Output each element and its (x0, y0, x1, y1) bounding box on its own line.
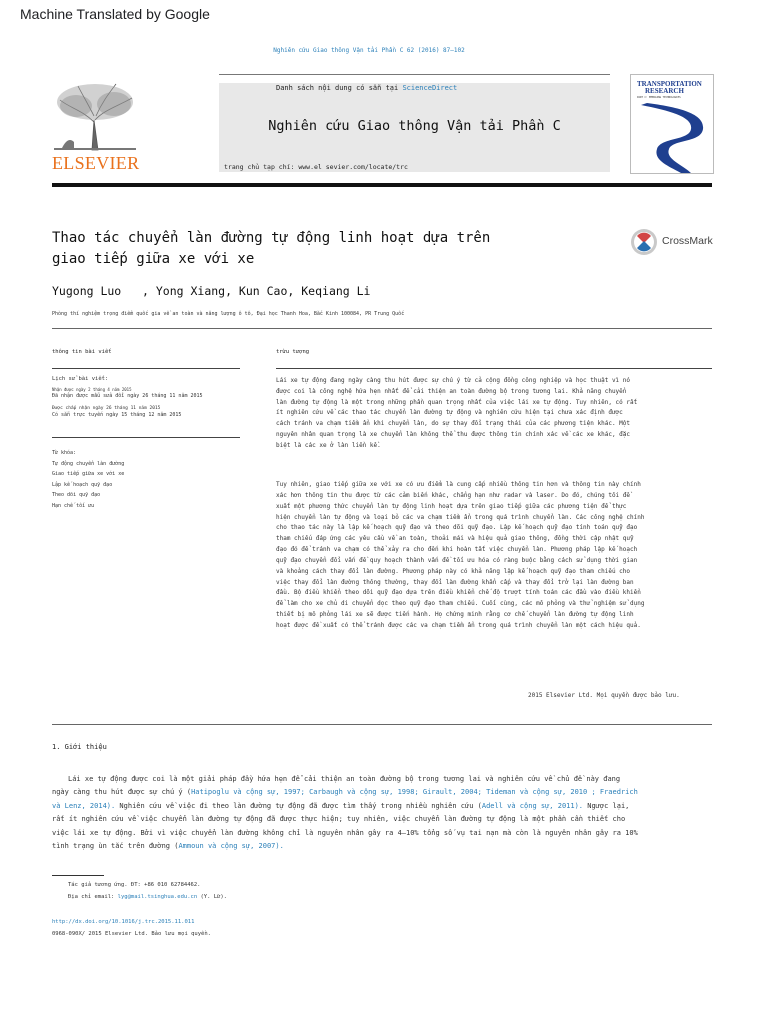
citation-link[interactable]: Adell và cộng sự, 2011). (481, 801, 584, 810)
abstract-line: được coi là công nghệ hứa hẹn nhất để cải thiện an toàn đường bộ trong tương lai. Khả năng chuyển (276, 387, 627, 395)
citation-link[interactable]: Hatipoglu và cộng sự, 1997; Carbaugh và cộng sự, 1998; Girault, 2004; Tideman và cộng sự, 2010 ; Fraedrich (191, 788, 638, 797)
journal-reference[interactable]: Nghiên cứu Giao thông Vận tải Phần C 62 (2016) 87–102 (273, 47, 465, 54)
cover-part: PART C: EMERGING TECHNOLOGIES (637, 96, 681, 99)
doi-link[interactable]: http://dx.doi.org/10.1016/j.trc.2015.11.011 (52, 919, 195, 925)
crossmark-label: CrossMark (662, 235, 713, 247)
history-received: Nhận được ngày 2 tháng 4 năm 2015 (52, 386, 132, 392)
affiliation: Phòng thí nghiệm trọng điểm quốc gia về an toàn và năng lượng ô tô, Đại học Thanh Hoa, Bắc Kinh 100084, PR Trung Quốc (52, 311, 405, 317)
title-line-1: Thao tác chuyển làn đường tự động linh hoạt dựa trên (52, 230, 491, 246)
abstract-line: ít nghiên cứu về các thao tác chuyển làn đường tự động và nghiên cứu hiện tại chưa xác định được (276, 409, 623, 417)
abstract-line: để làm cho xe chủ di chuyển dọc theo quỹ đạo tham chiếu. Cuối cùng, các mô phỏng và thử nghiệm sử dụng (276, 600, 645, 608)
affiliation-rule (52, 328, 712, 329)
footnote-separator (52, 875, 104, 876)
abstract-line: việc thay đổi làn đường thông thường, thay đổi làn đường khẩn cấp và thay đổi trở lại làn đường ban (276, 578, 634, 586)
abstract-line: cho thao tác này là lập kế hoạch quỹ đạo và theo dõi quỹ đạo. Lập kế hoạch quỹ đạo tính toán quỹ đạo (276, 524, 638, 532)
footnote-email: Địa chỉ email: lyg@mail.tsinghua.edu.cn (Y. Lữ). (68, 894, 227, 900)
machine-translated-banner: Machine Translated by Google (20, 6, 210, 22)
intro-line: và Lenz, 2014). Nghiên cứu về việc đi theo làn đường tự động đã được tìm thấy trong nhiều nghiên cứu (Adell và cộng sự, 2011). Ngược lại, (52, 801, 630, 810)
email-link[interactable]: lyg@mail.tsinghua.edu.cn (117, 894, 198, 900)
crossmark-badge[interactable] (630, 228, 712, 256)
intro-paragraph (52, 773, 716, 853)
article-title (52, 228, 490, 270)
history-accepted: Được chấp nhận ngày 26 tháng 11 năm 2015 (52, 405, 161, 411)
abstract-paragraph-2 (276, 480, 716, 632)
journal-title: Nghiên cứu Giao thông Vận tải Phần C (268, 118, 561, 134)
elsevier-logo (52, 80, 138, 174)
keyword-item: Hạn chế tối ưu (52, 502, 95, 509)
intro-line: việc lái xe tự động. Bởi vì việc chuyển làn đường không chỉ là nguyên nhân gây ra 4–10% tổng số vụ tai nạn mà còn là nguyên nhân gây ra 10% (52, 828, 638, 837)
cover-title-2: RESEARCH (645, 87, 684, 95)
abstract-line: làn đường tự động là một trong những phần quan trọng nhất của việc lái xe tự động. Tuy nhiên, có rất (276, 398, 638, 406)
footnote-corresponding: Tác giả tương ứng. ĐT: +86 010 62784462. (68, 882, 201, 888)
abstract-line: Tuy nhiên, giao tiếp giữa xe với xe có ưu điểm là cung cấp nhiều thông tin hơn và thông tin này chính (276, 481, 641, 488)
keyword-item: Lập kế hoạch quỹ đạo (52, 481, 113, 488)
article-info-heading: thông tin bài viết (52, 349, 112, 355)
abstract-line: hiện chuyển làn tự động và loại bỏ các va chạm tiềm ẩn trong quá trình chuyển làn. Các công nghệ chính (276, 513, 645, 521)
authors: Yugong Luo , Yong Xiang, Kun Cao, Keqiang Li (52, 284, 371, 298)
abstract-line: đầu. Bộ điều khiển theo dõi quỹ đạo dựa trên điều khiển chế độ trượt tính toán các đầu vào điều khiển (276, 589, 641, 597)
abstract-line: quỹ đạo chuyển đổi vấn đề quy hoạch thành vấn đề tối ưu hóa có ràng buộc bằng cách sử dụng thời gian (276, 556, 638, 564)
abstract-line: xuất một phương thức chuyển làn tự động linh hoạt dựa trên giao tiếp giữa các phương tiện để thực (276, 502, 627, 510)
article-history (52, 376, 242, 420)
keywords (52, 448, 242, 511)
footer-copyright: 0968-090X/ 2015 Elsevier Ltd. Bảo lưu mọi quyền. (52, 931, 211, 937)
citation-link[interactable]: Ammoun và cộng sự, 2007). (178, 842, 284, 851)
elsevier-tree-icon (52, 80, 138, 154)
cover-title-1: TRANSPORTATION (637, 80, 702, 88)
abstract-line: đạo đó để tránh va chạm có thể xảy ra cho đến khi hoàn tất việc chuyển làn. Phương pháp lập kế hoạch (276, 546, 638, 554)
abstract-line: nguyên nhân quan trọng là xe chuyển làn không thể thu được thông tin chính xác về các xe khác, đặc (276, 430, 631, 438)
abstract-line: và khoảng cách thay đổi làn đường. Phương pháp này có khả năng lập kế hoạch quỹ đạo tham chiếu cho (276, 567, 631, 575)
header-thick-rule (52, 183, 712, 187)
abstract-rule (276, 368, 712, 369)
abstract-line: xác hơn thông tin thu được từ các cảm biến khác, chẳng hạn như radar và laser. Do đó, chúng tôi đề (276, 491, 631, 499)
intro-line: rất ít nghiên cứu về việc chuyển làn đường tự động đã được thực hiện; tuy nhiên, việc chuyển làn đường tự động là một phần cần thiết cho (52, 815, 626, 824)
abstract-copyright: 2015 Elsevier Ltd. Mọi quyền được bảo lưu. (528, 692, 680, 699)
title-line-2: giao tiếp giữa xe với xe (52, 251, 255, 267)
abstract-line: biệt là các xe ở làn liền kề. (276, 441, 381, 449)
intro-line: ngày càng thu hút được sự chú ý (Hatipoglu và cộng sự, 1997; Carbaugh và cộng sự, 1998; Girault, 2004; Tideman và cộng sự, 2010 ; Fraedrich (52, 788, 638, 797)
contents-available-line: Danh sách nội dung có sẵn tại ScienceDirect (276, 84, 458, 92)
cover-road-graphic (631, 101, 713, 173)
article-info-rule (52, 368, 240, 369)
keyword-item: Tự động chuyển làn đường (52, 460, 125, 467)
journal-homepage[interactable]: trang chủ tạp chí: www.el sevier.com/locate/trc (224, 163, 408, 171)
sciencedirect-link[interactable]: ScienceDirect (402, 84, 458, 92)
abstract-heading: trừu tượng (276, 349, 310, 355)
abstract-line: hoạt được đề xuất có thể tránh được các va chạm tiềm ẩn trong quá trình chuyển làn một cách hiệu quả. (276, 621, 641, 629)
keyword-item: Giao tiếp giữa xe với xe (52, 471, 125, 477)
history-revised: Đã nhận được mẫu sửa đổi ngày 26 tháng 11 năm 2015 (52, 393, 203, 400)
abstract-line: thiết bị mô phỏng lái xe sẽ được tiến hành. Họ chứng minh rằng cơ chế chuyển làn đường tự động linh (276, 611, 634, 619)
abstract-line: Lái xe tự động đang ngày càng thu hút được sự chú ý từ cả cộng đồng công nghiệp và học thuật vì nó (276, 377, 631, 384)
abstract-paragraph-1 (276, 376, 716, 452)
keyword-item: Theo dõi quỹ đạo (52, 492, 101, 498)
elsevier-wordmark: ELSEVIER (52, 153, 140, 173)
journal-cover (630, 74, 714, 174)
keywords-rule (52, 437, 240, 438)
header-top-rule (219, 74, 610, 75)
crossmark-icon (630, 228, 660, 256)
intro-line: tình trạng ùn tắc trên đường (Ammoun và cộng sự, 2007). (52, 842, 284, 851)
citation-link[interactable]: và Lenz, 2014). (52, 801, 116, 810)
history-online: Có sẵn trực tuyến ngày 15 tháng 12 năm 2015 (52, 412, 182, 419)
abstract-end-rule (52, 724, 712, 725)
intro-line: Lái xe tự động được coi là một giải pháp đầy hứa hẹn để cải thiện an toàn đường bộ trong tương lai và nghiên cứu về chủ đề này đang (68, 775, 621, 783)
keywords-heading: Từ khóa: (52, 450, 77, 456)
abstract-line: tham chiếu đáp ứng các yêu cầu về an toàn, thoải mái và hiệu quả giao thông, đồng thời cập nhật quỹ (276, 535, 634, 543)
abstract-line: cách tránh va chạm tiềm ẩn khi chuyển làn, do sự thay đổi trạng thái của các phương tiện khác. Một (276, 420, 631, 428)
history-heading: Lịch sử bài viết: (52, 376, 109, 382)
intro-heading: 1. Giới thiệu (52, 743, 107, 751)
